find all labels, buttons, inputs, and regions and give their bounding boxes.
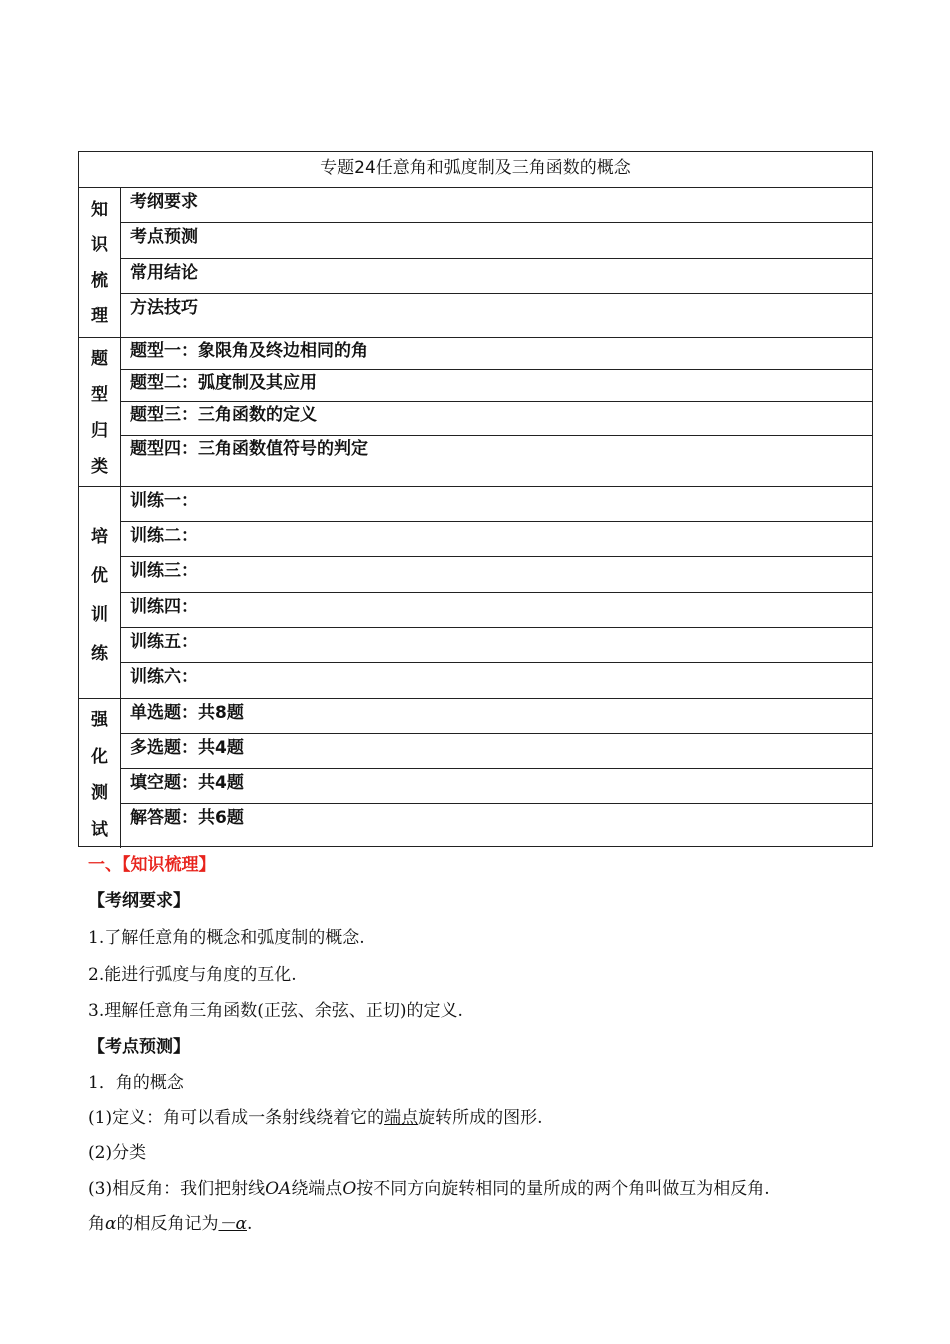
toc-section-label xyxy=(79,188,121,337)
point-heading: 1．角的概念 xyxy=(88,1073,184,1093)
answer-blank: 端点 xyxy=(384,1108,419,1128)
toc-row[interactable]: 考点预测 xyxy=(120,223,872,259)
toc-section-tests xyxy=(79,699,872,848)
label-char: 强 xyxy=(91,709,108,730)
label-char: 练 xyxy=(91,643,108,664)
toc-row[interactable]: 训练五： xyxy=(120,628,872,663)
toc-row[interactable]: 训练三： xyxy=(120,557,872,593)
label-char: 知 xyxy=(91,200,108,221)
requirement-item: 1.了解任意角的概念和弧度制的概念. xyxy=(88,928,365,948)
label-char: 梳 xyxy=(91,270,108,291)
text-segment: 的相反角记为 xyxy=(116,1214,219,1234)
toc-section-label xyxy=(79,338,121,486)
toc-row[interactable]: 题型二：弧度制及其应用 xyxy=(120,370,872,402)
text-segment: 角 xyxy=(88,1214,105,1234)
label-char: 培 xyxy=(91,526,108,547)
toc-row[interactable]: 训练二： xyxy=(120,522,872,557)
toc-row[interactable]: 方法技巧 xyxy=(130,298,198,318)
text-segment: 绕端点 xyxy=(291,1179,343,1199)
section-heading: 一、【知识梳理】 xyxy=(88,855,216,875)
toc-section-training xyxy=(79,487,872,699)
math-symbol: α xyxy=(105,1214,117,1234)
classification-line: (2)分类 xyxy=(88,1143,147,1163)
label-char: 归 xyxy=(91,420,108,441)
label-char: 理 xyxy=(91,305,108,326)
label-char: 型 xyxy=(91,384,108,405)
text-segment: 旋转所成的图形. xyxy=(418,1108,543,1128)
label-char: 试 xyxy=(91,820,108,841)
toc-section-label xyxy=(79,487,121,698)
label-char: 类 xyxy=(91,456,108,477)
subsection-heading: 【考纲要求】 xyxy=(88,891,190,911)
label-char: 题 xyxy=(91,348,108,369)
math-symbol: OA xyxy=(265,1179,292,1199)
toc-row[interactable]: 训练六： xyxy=(130,667,198,687)
label-char: 优 xyxy=(91,565,108,586)
toc-row[interactable]: 常用结论 xyxy=(120,259,872,294)
math-symbol: O xyxy=(342,1179,357,1199)
opposite-angle-line xyxy=(88,1174,770,1199)
toc-title: 专题24任意角和弧度制及三角函数的概念 xyxy=(79,152,872,188)
toc-section-types xyxy=(79,338,872,487)
toc-row[interactable]: 题型三：三角函数的定义 xyxy=(120,402,872,436)
text-segment: 按不同方向旋转相同的量所成的两个角叫做互为相反角. xyxy=(356,1179,770,1199)
definition-line xyxy=(88,1103,543,1128)
toc-row[interactable]: 题型一：象限角及终边相同的角 xyxy=(120,338,872,370)
subsection-heading: 【考点预测】 xyxy=(88,1037,190,1057)
toc-section-label xyxy=(79,699,121,848)
label-char: 化 xyxy=(91,746,108,767)
text-segment: . xyxy=(246,1214,253,1234)
text-segment: (1)定义：角可以看成一条射线绕着它的 xyxy=(88,1108,385,1128)
answer-blank: －α xyxy=(218,1214,247,1234)
text-segment: (3)相反角：我们把射线 xyxy=(88,1179,266,1199)
label-char: 测 xyxy=(91,783,108,804)
toc-row[interactable]: 多选题：共4题 xyxy=(120,734,872,769)
toc-row[interactable]: 填空题：共4题 xyxy=(120,769,872,804)
requirement-item: 2.能进行弧度与角度的互化. xyxy=(88,965,297,985)
toc-row[interactable]: 考纲要求 xyxy=(120,188,872,223)
requirement-item: 3.理解任意角三角函数(正弦、余弦、正切)的定义. xyxy=(88,1001,463,1021)
toc-row[interactable]: 解答题：共6题 xyxy=(130,808,244,828)
opposite-angle-line-2 xyxy=(88,1209,252,1234)
label-char: 训 xyxy=(91,604,108,625)
toc-table xyxy=(78,151,873,847)
toc-row[interactable]: 单选题：共8题 xyxy=(120,699,872,734)
toc-row[interactable]: 题型四：三角函数值符号的判定 xyxy=(130,439,368,459)
toc-row[interactable]: 训练一： xyxy=(120,487,872,522)
toc-row[interactable]: 训练四： xyxy=(120,593,872,628)
label-char: 识 xyxy=(91,235,108,256)
toc-section-knowledge xyxy=(79,188,872,338)
